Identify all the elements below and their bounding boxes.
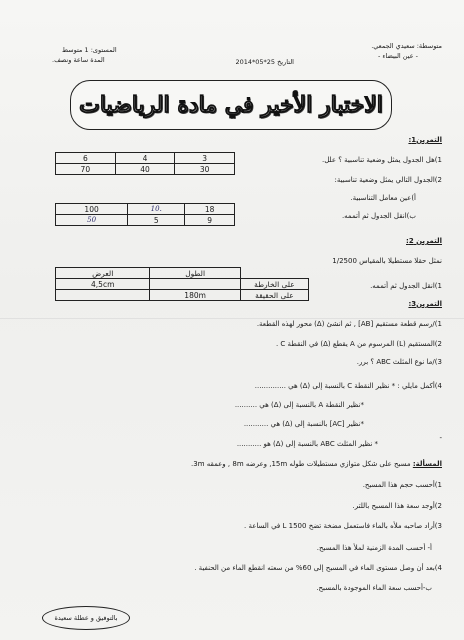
- table-cell: 30: [175, 164, 235, 175]
- city-name: - عين البيضاء -: [377, 52, 418, 60]
- table-header: الطول: [150, 268, 240, 279]
- school-name: متوسطة: سعيدي الجمعي.: [371, 42, 442, 50]
- ex3-line2: 2)المستقيم (L) المرسوم من A يقطع (Δ) في النقطة C .: [275, 340, 442, 348]
- ex1-q2a: أ)عين معامل التناسبية.: [350, 194, 416, 202]
- problem-intro: مسبح على شكل متوازي مستطيلات طوله 15m, وعرضه 8m , وعمقه 3m.: [191, 460, 411, 468]
- fold-line: [0, 318, 464, 319]
- table-cell: 40: [115, 164, 175, 175]
- ex2-table: [55, 267, 309, 301]
- ex2-q1: 1)انقل الجدول ثم أتممه.: [370, 282, 442, 290]
- ex3-line7: * نظير المثلث ABC بالنسبة إلى (Δ) هو ...........: [236, 440, 378, 448]
- exam-date: التاريخ 25*05*2014: [235, 58, 294, 66]
- problem-line6: ب-أحسب سعة الماء الموجودة بالمسبح.: [316, 584, 432, 592]
- table-cell: 9: [185, 215, 235, 226]
- ex1-table2: [55, 203, 235, 226]
- problem-line3: 3)أراد صاحبه ملأه بالماء فاستعمل مضخة تضخ 1500 L في الساعة .: [244, 522, 442, 530]
- ex3-line3: 3)/ما نوع المثلث ABC ؟ برر.: [356, 358, 442, 366]
- problem-heading: المسألة:: [412, 460, 442, 468]
- table-cell: 4: [115, 153, 175, 164]
- ex3-separator: -: [439, 434, 442, 442]
- table-row: [56, 164, 235, 175]
- ex1-q1: 1)هل الجدول يمثل وضعية تناسبية ؟ علل.: [321, 156, 442, 164]
- table-row: [56, 268, 309, 279]
- ex3-line6: *نظير [AC] بالنسبة إلى (Δ) هي ...........: [243, 420, 364, 428]
- table-cell: على الحقيقة: [240, 290, 308, 301]
- table-header: العرض: [56, 268, 150, 279]
- table-header: [240, 268, 308, 279]
- problem-line5: 4)بعد أن وصل مستوى الماء في المسبح إلى 60% من سعته انقطع الماء من الحنفية .: [194, 564, 442, 572]
- problem-block: [191, 460, 442, 469]
- table-cell-handwritten: 10.: [128, 204, 185, 215]
- table-cell: على الخارطة: [240, 279, 308, 290]
- table-cell-handwritten: [150, 279, 240, 290]
- table-row: [56, 153, 235, 164]
- problem-line2: 2)أوجد سعة هذا المسبح باللتر.: [352, 502, 442, 510]
- table-cell-handwritten: 50: [56, 215, 128, 226]
- ex1-table1: [55, 152, 235, 175]
- exam-title: الاختبار الأخير في مادة الرياضيات: [79, 92, 383, 118]
- ex3-heading: التمرين3:: [408, 300, 442, 308]
- level-label: المستوى: 1 متوسط: [62, 46, 117, 54]
- table-cell: 5: [128, 215, 185, 226]
- ex2-heading: التمرين 2:: [406, 237, 442, 245]
- title-box: [70, 80, 392, 130]
- table-row: [56, 204, 235, 215]
- table-cell: 18: [185, 204, 235, 215]
- duration-label: المدة ساعة ونصف.: [52, 56, 105, 64]
- table-cell: 3: [175, 153, 235, 164]
- table-row: [56, 290, 309, 301]
- ex1-heading: التمرين1:: [408, 136, 442, 144]
- table-cell: 180m: [150, 290, 240, 301]
- ex1-q2b: ب)انقل الجدول ثم أتممه.: [341, 212, 416, 220]
- table-row: [56, 279, 309, 290]
- ex3-line4: 4)أكمل مايلي : * نظير النقطة C بالنسبة إلى (Δ) هي ..............: [254, 382, 442, 390]
- ex2-intro: نمثل حقلا مستطيلا بالمقياس 1/2500: [332, 257, 442, 265]
- ex3-line5: *نظير النقطة A بالنسبة إلى (Δ) هي ..........: [234, 401, 364, 409]
- footer-wish: بالتوفيق و عطلة سعيدة: [42, 606, 130, 630]
- problem-line1: 1)أحسب حجم هذا المسبح.: [362, 481, 442, 489]
- table-row: [56, 215, 235, 226]
- table-cell: 6: [56, 153, 116, 164]
- ex1-q2: 2)الجدول التالي يمثل وضعية تناسبية:: [334, 176, 442, 184]
- table-cell: 100: [56, 204, 128, 215]
- table-cell: 70: [56, 164, 116, 175]
- problem-line4: أ- أحسب المدة الزمنية لملأ هذا المسبح.: [316, 544, 432, 552]
- table-cell: 4,5cm: [56, 279, 150, 290]
- ex3-line1: 1)/رسم قطعة مستقيم [AB] , ثم انشئ (Δ) محور لهذه القطعة.: [256, 320, 442, 328]
- table-cell-handwritten: [56, 290, 150, 301]
